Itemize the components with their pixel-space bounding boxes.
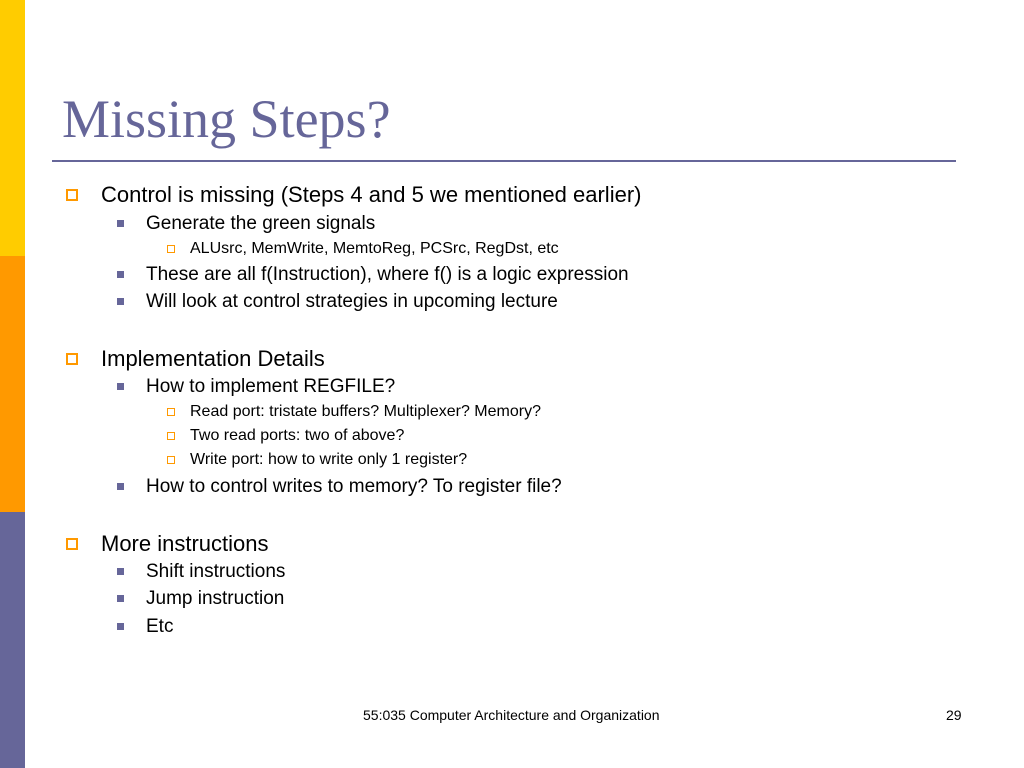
solid-square-bullet-icon bbox=[117, 483, 124, 490]
bullet-shift-instructions: Shift instructions bbox=[146, 561, 286, 582]
small-hollow-square-bullet-icon bbox=[167, 456, 175, 464]
section-heading-control: Control is missing (Steps 4 and 5 we mentioned earlier) bbox=[101, 182, 642, 207]
solid-square-bullet-icon bbox=[117, 595, 124, 602]
title-underline bbox=[52, 160, 956, 162]
bullet-control-writes: How to control writes to memory? To register file? bbox=[146, 476, 562, 497]
solid-square-bullet-icon bbox=[117, 271, 124, 278]
sub-bullet-two-read-ports: Two read ports: two of above? bbox=[190, 427, 405, 444]
side-bar-yellow bbox=[0, 0, 25, 256]
bullet-control-strategies: Will look at control strategies in upcoming lecture bbox=[146, 291, 558, 312]
solid-square-bullet-icon bbox=[117, 298, 124, 305]
section-heading-implementation: Implementation Details bbox=[101, 346, 325, 371]
bullet-etc: Etc bbox=[146, 616, 174, 637]
bullet-logic-expression: These are all f(Instruction), where f() is a logic expression bbox=[146, 264, 629, 285]
side-bar-purple bbox=[0, 512, 25, 768]
sub-bullet-signal-list: ALUsrc, MemWrite, MemtoReg, PCSrc, RegDst, etc bbox=[190, 240, 559, 257]
sub-bullet-write-port: Write port: how to write only 1 register? bbox=[190, 451, 468, 468]
solid-square-bullet-icon bbox=[117, 623, 124, 630]
hollow-square-bullet-icon bbox=[66, 538, 78, 550]
sub-bullet-read-port: Read port: tristate buffers? Multiplexer? Memory? bbox=[190, 403, 541, 420]
footer-page-number: 29 bbox=[946, 707, 962, 723]
hollow-square-bullet-icon bbox=[66, 353, 78, 365]
bullet-implement-regfile: How to implement REGFILE? bbox=[146, 376, 396, 397]
solid-square-bullet-icon bbox=[117, 568, 124, 575]
small-hollow-square-bullet-icon bbox=[167, 245, 175, 253]
section-heading-more-instructions: More instructions bbox=[101, 531, 269, 556]
solid-square-bullet-icon bbox=[117, 383, 124, 390]
bullet-generate-signals: Generate the green signals bbox=[146, 213, 376, 234]
bullet-jump-instruction: Jump instruction bbox=[146, 588, 285, 609]
footer-course-title: 55:035 Computer Architecture and Organization bbox=[363, 707, 660, 723]
solid-square-bullet-icon bbox=[117, 220, 124, 227]
hollow-square-bullet-icon bbox=[66, 189, 78, 201]
small-hollow-square-bullet-icon bbox=[167, 408, 175, 416]
small-hollow-square-bullet-icon bbox=[167, 432, 175, 440]
slide-title: Missing Steps? bbox=[62, 89, 391, 149]
side-bar-orange bbox=[0, 256, 25, 512]
